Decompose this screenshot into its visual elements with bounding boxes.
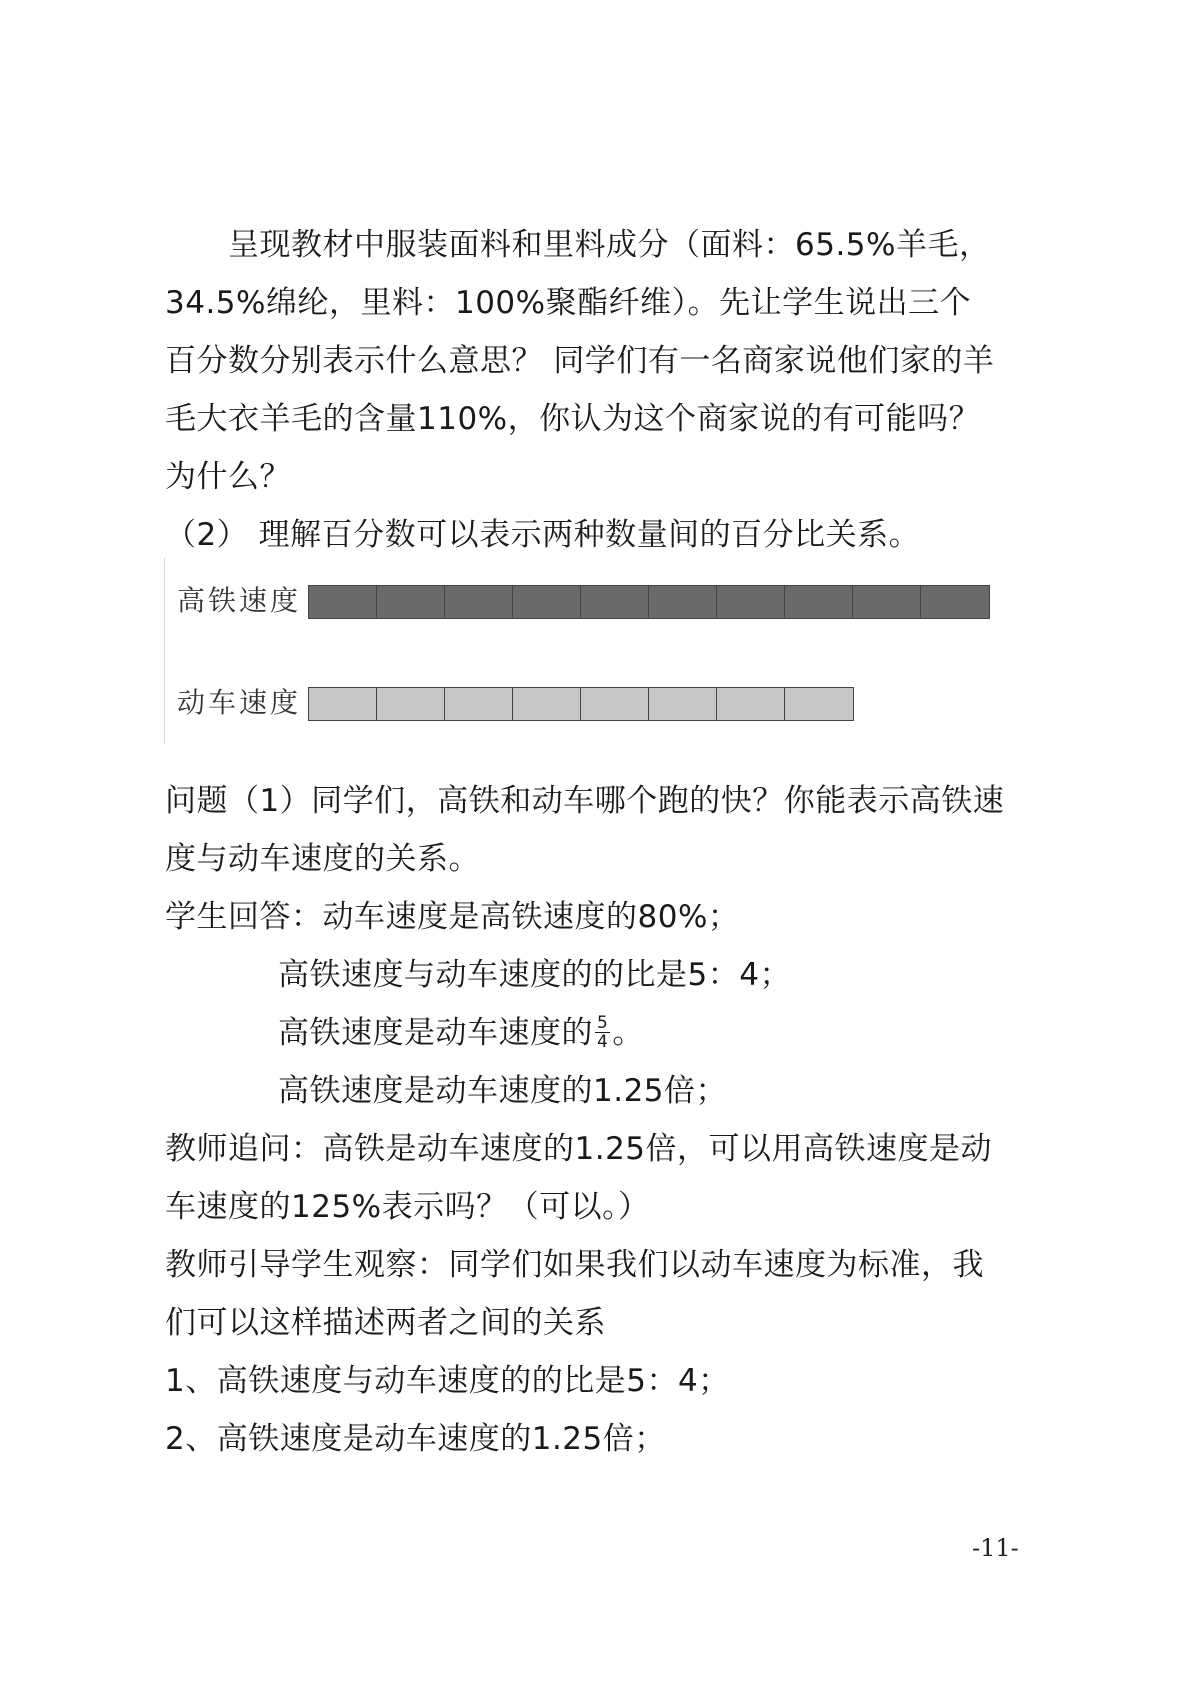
bar-unit-cell [513,586,581,618]
bar-unit-cell [513,688,581,720]
bar-label-high-speed: 高铁速度 [177,584,302,617]
answer-line-1: 学生回答：动车速度是高铁速度的80%； [165,899,740,935]
intro-line-4: 毛大衣羊毛的含量110%，你认为这个商家说的有可能吗？ [165,401,981,437]
intro-line-2: 34.5%绵纶，里料：100%聚酯纤维）。先让学生说出三个 [165,285,972,321]
question-line-2: 度与动车速度的关系。 [165,841,480,877]
guide-item-1: 1、高铁速度与动车速度的的比是5：4； [165,1363,730,1399]
intro-line-3: 百分数分别表示什么意思？ 同学们有一名商家说他们家的羊 [165,343,995,379]
fraction-numerator: 5 [597,1013,609,1033]
bar-unit-cell [377,688,445,720]
bar-unit-cell [921,586,989,618]
bar-unit-cell [581,688,649,720]
question-line-1: 问题（1）同学们，高铁和动车哪个跑的快？你能表示高铁速 [165,783,1005,819]
answer-line-3-end: 。 [612,1015,644,1051]
bar-unit-cell [309,586,377,618]
fraction-five-fourths [595,1014,610,1051]
bar-unit-cell [649,586,717,618]
bar-unit-cell [581,586,649,618]
bar-label-bullet-train: 动车速度 [177,686,302,719]
bullet-train-bar [308,687,854,721]
page-number: -11- [972,1534,1019,1562]
section-heading: （2） 理解百分数可以表示两种数量间的百分比关系。 [165,517,921,553]
answer-line-4: 高铁速度是动车速度的1.25倍； [278,1073,728,1109]
answer-line-3 [278,1013,644,1053]
bar-unit-cell [717,688,785,720]
followup-line-2: 车速度的125%表示吗？（可以。） [165,1189,650,1225]
followup-line-1: 教师追问：高铁是动车速度的1.25倍，可以用高铁速度是动 [165,1131,993,1167]
bar-unit-cell [649,688,717,720]
guide-line-1: 教师引导学生观察：同学们如果我们以动车速度为标准，我 [165,1247,984,1283]
intro-line-5: 为什么？ [165,459,291,495]
answer-line-3-text: 高铁速度是动车速度的 [278,1015,593,1051]
bar-unit-cell [785,688,853,720]
fraction-denominator: 4 [597,1032,609,1052]
bar-unit-cell [309,688,377,720]
high-speed-bar [308,585,990,619]
bar-unit-cell [445,586,513,618]
bar-model-figure [164,558,1015,744]
guide-line-2: 们可以这样描述两者之间的关系 [165,1305,606,1341]
bar-unit-cell [785,586,853,618]
intro-line-1: 呈现教材中服装面料和里料成分（面料：65.5%羊毛， [228,227,991,263]
guide-item-2: 2、高铁速度是动车速度的1.25倍； [165,1421,666,1457]
bar-unit-cell [853,586,921,618]
answer-line-2: 高铁速度与动车速度的的比是5：4； [278,957,791,993]
bar-unit-cell [377,586,445,618]
bar-unit-cell [717,586,785,618]
bar-unit-cell [445,688,513,720]
